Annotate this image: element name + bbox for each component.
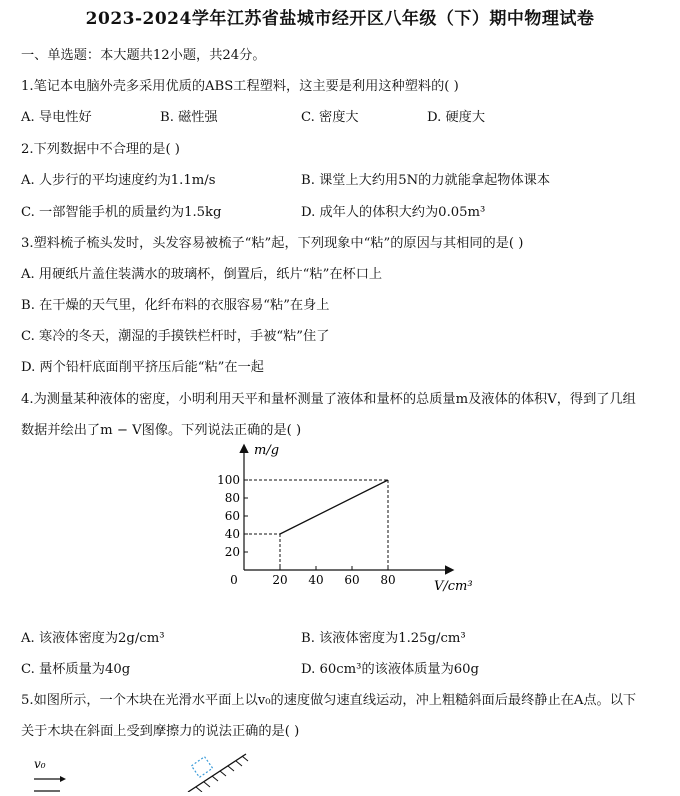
section-heading: 一、单选题：本大题共12小题，共24分。 — [21, 48, 266, 63]
q4-option-b: B. 该液体密度为1.25g/cm³ — [301, 631, 466, 646]
q3-option-d: D. 两个铅杆底面削平挤压后能“粘”在一起 — [21, 360, 264, 375]
q4-option-a: A. 该液体密度为2g/cm³ — [21, 631, 165, 646]
incline-surface — [188, 754, 246, 792]
q4-option-c: C. 量杯质量为40g — [21, 662, 131, 677]
q2-option-a: A. 人步行的平均速度约为1.1m/s — [21, 173, 216, 188]
x-tick-label: 60 — [344, 573, 360, 587]
q5-figure-svg — [20, 752, 280, 792]
m-v-graph — [212, 440, 482, 600]
q4-option-d: D. 60cm³的该液体质量为60g — [301, 662, 479, 677]
q1-option-d: D. 硬度大 — [427, 110, 486, 125]
y-axis-label: m/g — [254, 443, 280, 458]
page-title: 2023-2024学年江苏省盐城市经开区八年级（下）期中物理试卷 — [85, 9, 595, 29]
y-tick-label: 20 — [224, 545, 240, 559]
question-5-stem-line2: 关于木块在斜面上受到摩擦力的说法正确的是( ) — [21, 724, 300, 739]
q1-option-b: B. 磁性强 — [160, 110, 218, 125]
q3-option-b: B. 在干燥的天气里，化纤布料的衣服容易“粘”在身上 — [21, 298, 330, 313]
mv-line — [280, 480, 388, 534]
m-v-graph-svg — [212, 440, 482, 600]
question-2-stem: 2.下列数据中不合理的是( ) — [21, 142, 180, 157]
q2-option-d: D. 成年人的体积大约为0.05m³ — [301, 205, 486, 220]
origin-label: 0 — [230, 573, 238, 587]
x-axis-label: V/cm³ — [434, 579, 473, 594]
q3-option-a: A. 用硬纸片盖住装满水的玻璃杯，倒置后，纸片“粘”在杯口上 — [21, 267, 383, 282]
question-4-stem-line2: 数据并绘出了m − V图像。下列说法正确的是( ) — [21, 423, 302, 438]
question-1-stem: 1.笔记本电脑外壳多采用优质的ABS工程塑料，这主要是利用这种塑料的( ) — [21, 79, 459, 94]
y-tick-label: 60 — [224, 509, 240, 523]
x-tick-label: 20 — [272, 573, 288, 587]
q2-option-b: B. 课堂上大约用5N的力就能拿起物体课本 — [301, 173, 551, 188]
y-tick-label: 80 — [224, 491, 240, 505]
q1-option-c: C. 密度大 — [301, 110, 359, 125]
velocity-label: v₀ — [34, 757, 46, 771]
velocity-arrowhead — [60, 776, 66, 782]
q3-option-c: C. 寒冷的冬天，潮湿的手摸铁栏杆时，手被“粘”住了 — [21, 329, 330, 344]
q1-option-a: A. 导电性好 — [21, 110, 92, 125]
question-3-stem: 3.塑料梳子梳头发时，头发容易被梳子“粘”起，下列现象中“粘”的原因与其相同的是( ) — [21, 236, 524, 251]
y-tick-label: 40 — [224, 527, 240, 541]
x-tick-label: 80 — [380, 573, 396, 587]
block-at-a — [191, 757, 212, 778]
y-tick-label: 100 — [217, 473, 240, 487]
question-5-stem-line1: 5.如图所示，一个木块在光滑水平面上以v₀的速度做匀速直线运动，冲上粗糙斜面后最终静止在A点。以下 — [21, 693, 637, 708]
q2-option-c: C. 一部智能手机的质量约为1.5kg — [21, 205, 222, 220]
q5-figure — [20, 752, 280, 792]
question-4-stem-line1: 4.为测量某种液体的密度，小明利用天平和量杯测量了液体和量杯的总质量m及液体的体积V，得到了几组 — [21, 392, 636, 407]
x-tick-label: 40 — [308, 573, 324, 587]
